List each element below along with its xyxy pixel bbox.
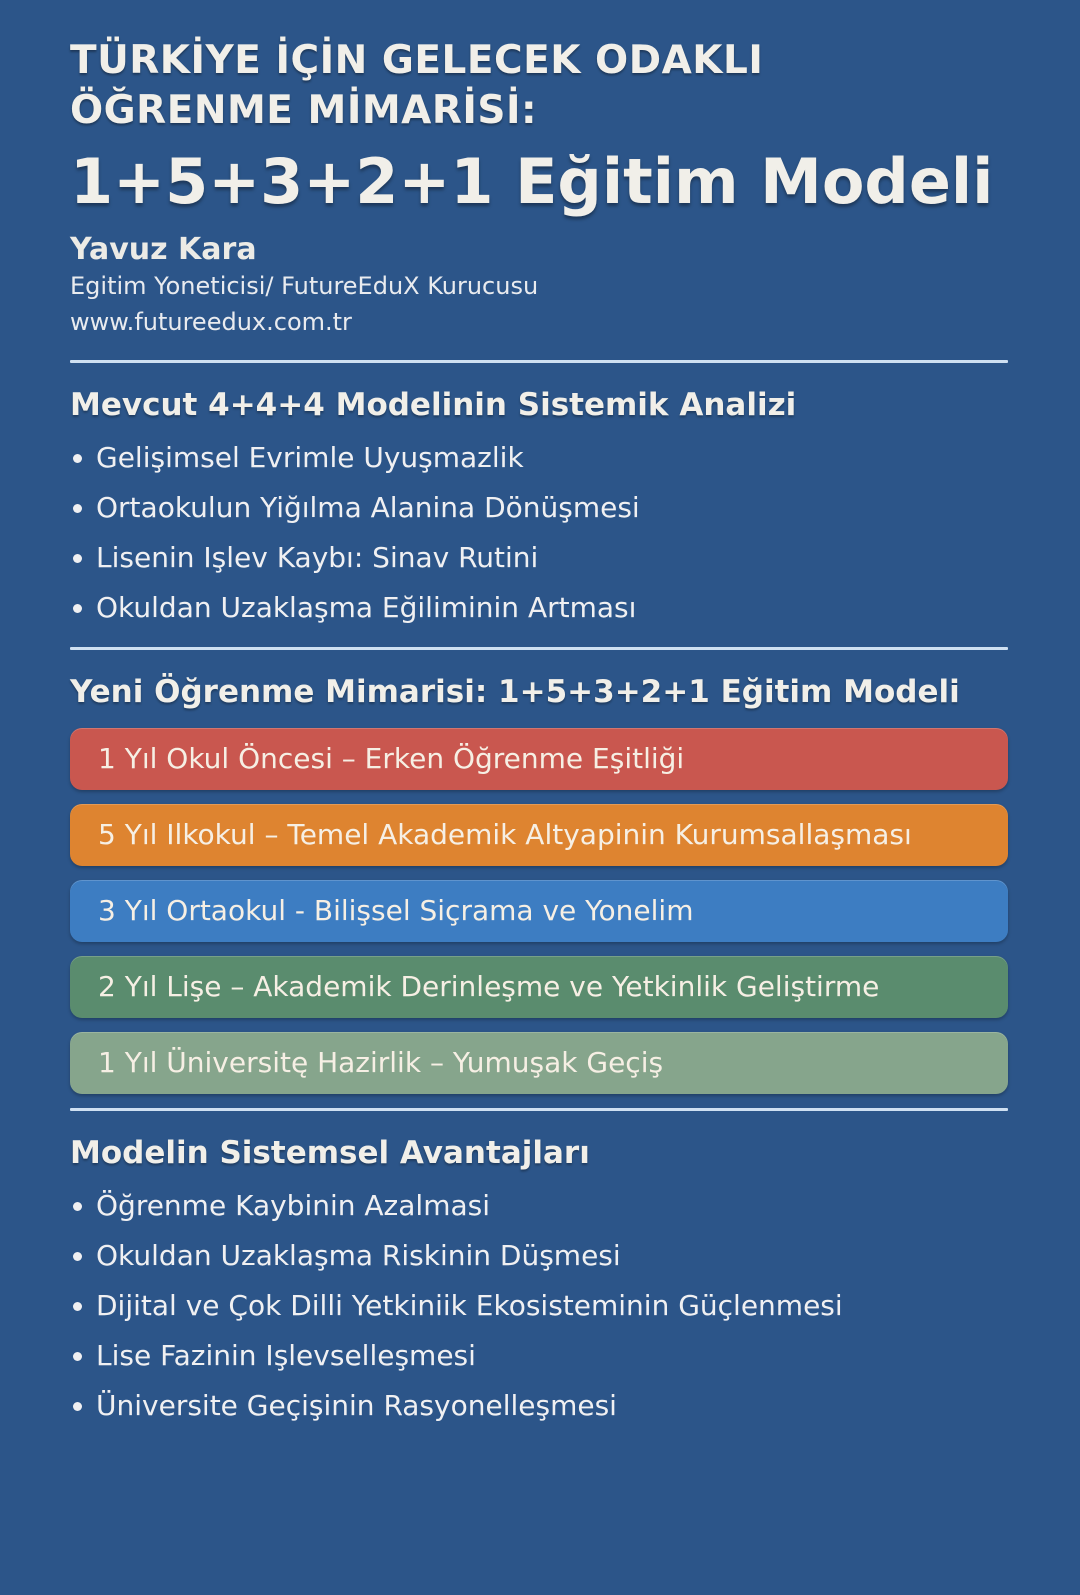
bullet-icon xyxy=(73,1352,82,1361)
author-name: Yavuz Kara xyxy=(70,232,257,267)
title-line-1: TÜRKİYE İÇİN GELECEK ODAKLI xyxy=(70,38,764,83)
list-item xyxy=(70,1231,1008,1281)
list-item xyxy=(70,1281,1008,1331)
list-item xyxy=(70,433,1008,483)
bullet-icon xyxy=(73,1252,82,1261)
list-item-text: Öğrenme Kaybinin Azalmasi xyxy=(96,1189,490,1222)
page-title: 1+5+3+2+1 Eğitim Modeli xyxy=(70,145,994,218)
document-page xyxy=(70,36,1008,1431)
list-item xyxy=(70,1181,1008,1231)
section-title: Yeni Öğrenme Mimarisi: 1+5+3+2+1 Eğitim Modeli xyxy=(70,674,960,710)
list-item xyxy=(70,1381,1008,1431)
bullet-icon xyxy=(73,604,82,613)
list-item-text: Ortaokulun Yiğılma Alanina Dönüşmesi xyxy=(96,491,640,524)
section-title: Modelin Sistemsel Avantajları xyxy=(70,1135,590,1171)
list-item-text: Okuldan Uzaklaşma Riskinin Düşmesi xyxy=(96,1239,621,1272)
bullet-icon xyxy=(73,504,82,513)
bullet-list xyxy=(70,433,1008,633)
list-item-text: Üniversite Geçişinin Rasyonelleşmesi xyxy=(96,1389,617,1422)
header xyxy=(70,36,1008,340)
stage-band-middle: 3 Yıl Ortaokul - Bilişsel Siçrama ve Yonelim xyxy=(70,880,1008,942)
divider xyxy=(70,360,1008,363)
bullet-icon xyxy=(73,1302,82,1311)
author-website-link[interactable]: www.futureedux.com.tr xyxy=(70,308,352,336)
bullet-icon xyxy=(73,1202,82,1211)
section-advantages xyxy=(70,1133,1008,1431)
list-item-text: Lise Fazinin Işlevselleşmesi xyxy=(96,1339,476,1372)
list-item-text: Lisenin Işlev Kaybı: Sinav Rutini xyxy=(96,541,539,574)
stage-band-high: 2 Yıl Lişe – Akademik Derinleşme ve Yetkinlik Geliştirme xyxy=(70,956,1008,1018)
divider xyxy=(70,647,1008,650)
bullet-icon xyxy=(73,554,82,563)
section-model xyxy=(70,672,1008,1094)
bullet-icon xyxy=(73,1402,82,1411)
list-item xyxy=(70,533,1008,583)
stage-band-preschool: 1 Yıl Okul Öncesi – Erken Öğrenme Eşitliği xyxy=(70,728,1008,790)
list-item xyxy=(70,483,1008,533)
list-item xyxy=(70,1331,1008,1381)
stage-band-primary: 5 Yıl Ilkokul – Temel Akademik Altyapinin Kurumsallaşması xyxy=(70,804,1008,866)
divider xyxy=(70,1108,1008,1111)
section-title: Mevcut 4+4+4 Modelinin Sistemik Analizi xyxy=(70,387,797,423)
bullet-list xyxy=(70,1181,1008,1431)
stage-band-university-prep: 1 Yıl Üniversitę Hazirlik – Yumuşak Geçiş xyxy=(70,1032,1008,1094)
bullet-icon xyxy=(73,454,82,463)
stage-bands xyxy=(70,728,1008,1094)
list-item-text: Okuldan Uzaklaşma Eğiliminin Artması xyxy=(96,591,637,624)
author-role: Egitim Yoneticisi/ FutureEduX Kurucusu xyxy=(70,272,539,300)
list-item-text: Dijital ve Çok Dilli Yetkiniik Ekosisteminin Güçlenmesi xyxy=(96,1289,843,1322)
section-analysis xyxy=(70,385,1008,633)
list-item xyxy=(70,583,1008,633)
title-line-2: ÖĞRENME MİMARİSİ: xyxy=(70,88,538,133)
list-item-text: Gelişimsel Evrimle Uyuşmazlik xyxy=(96,441,524,474)
